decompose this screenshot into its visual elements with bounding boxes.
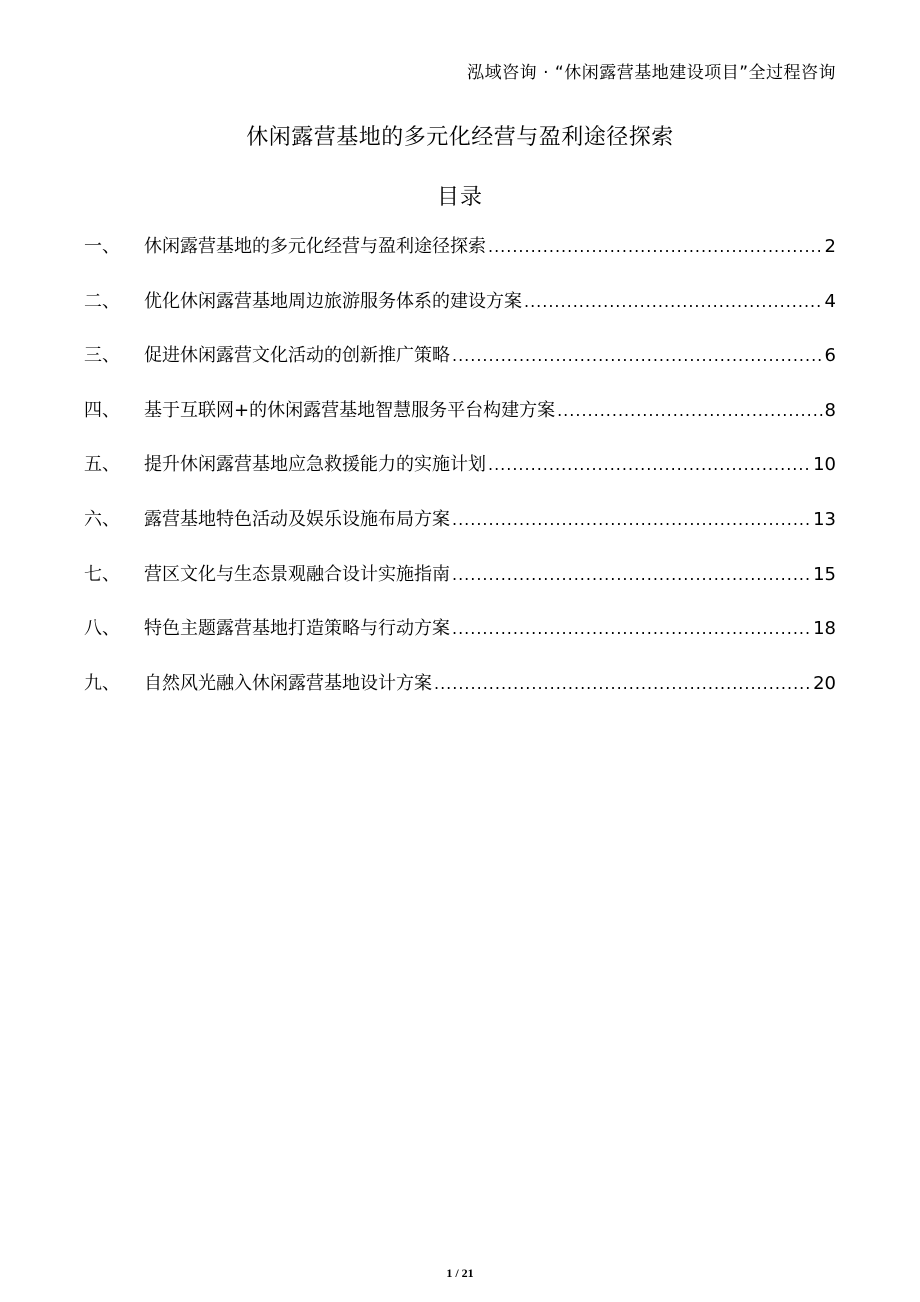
toc-entry-page[interactable]: 20 (813, 672, 836, 694)
toc-dot-leader (557, 401, 822, 420)
toc-entry-title[interactable]: 特色主题露营基地打造策略与行动方案 (144, 618, 450, 640)
toc-entry-page[interactable]: 2 (824, 236, 836, 257)
toc-dot-leader (434, 674, 811, 693)
document-title: 休闲露营基地的多元化经营与盈利途径探索 (246, 125, 674, 150)
toc-entry[interactable] (84, 450, 836, 505)
toc-heading: 目录 (436, 185, 483, 210)
header-rule (84, 92, 836, 93)
page-number-footer: 1 / 21 (446, 1266, 474, 1280)
toc-entry-page[interactable]: 18 (813, 618, 836, 640)
toc-entry[interactable] (84, 614, 836, 669)
toc-entry-page[interactable]: 6 (824, 345, 836, 367)
toc-entry-number: 七、 (84, 563, 120, 585)
toc-entry-number: 五、 (84, 454, 120, 476)
toc-entry[interactable] (84, 287, 836, 342)
toc-entry-title[interactable]: 促进休闲露营文化活动的创新推广策略 (144, 345, 450, 367)
toc-entry-page[interactable]: 8 (824, 399, 836, 421)
toc-entry-number: 四、 (84, 399, 120, 421)
toc-entry[interactable] (84, 396, 836, 451)
toc-entry-number: 六、 (84, 508, 120, 530)
toc-dot-leader (452, 346, 823, 365)
toc-dot-leader (524, 292, 823, 311)
toc-dot-leader (452, 510, 811, 529)
toc-entry-page[interactable]: 4 (824, 290, 836, 312)
toc-entry[interactable] (84, 505, 836, 560)
toc-entry[interactable] (84, 341, 836, 396)
toc-entry-title[interactable]: 休闲露营基地的多元化经营与盈利途径探索 (144, 236, 486, 257)
toc-dot-leader (488, 237, 823, 256)
running-header: 泓域咨询 · “休闲露营基地建设项目”全过程咨询 (467, 63, 836, 83)
toc-dot-leader (488, 455, 811, 474)
toc-entry-page[interactable]: 13 (813, 508, 836, 530)
toc-entry-number: 八、 (84, 618, 120, 640)
toc-entry-title[interactable]: 露营基地特色活动及娱乐设施布局方案 (144, 508, 450, 530)
toc-dot-leader (452, 619, 811, 638)
toc-entry-title[interactable]: 自然风光融入休闲露营基地设计方案 (144, 672, 432, 694)
toc-entry-page[interactable]: 15 (813, 563, 836, 585)
toc-entry-title[interactable]: 优化休闲露营基地周边旅游服务体系的建设方案 (144, 290, 522, 312)
toc-entry-number: 三、 (84, 345, 120, 367)
toc-entry-title[interactable]: 基于互联网+的休闲露营基地智慧服务平台构建方案 (144, 399, 556, 421)
toc-entry[interactable] (84, 560, 836, 615)
toc-entry[interactable] (84, 669, 836, 724)
toc-dot-leader (452, 565, 811, 584)
toc-entry-title[interactable]: 提升休闲露营基地应急救援能力的实施计划 (144, 454, 486, 476)
toc-entry-title[interactable]: 营区文化与生态景观融合设计实施指南 (144, 563, 450, 585)
table-of-contents (84, 232, 836, 723)
toc-entry-page[interactable]: 10 (813, 454, 836, 476)
toc-entry-number: 二、 (84, 290, 120, 312)
toc-entry[interactable] (84, 232, 836, 287)
toc-entry-number: 九、 (84, 672, 120, 694)
toc-entry-number: 一、 (84, 236, 120, 257)
